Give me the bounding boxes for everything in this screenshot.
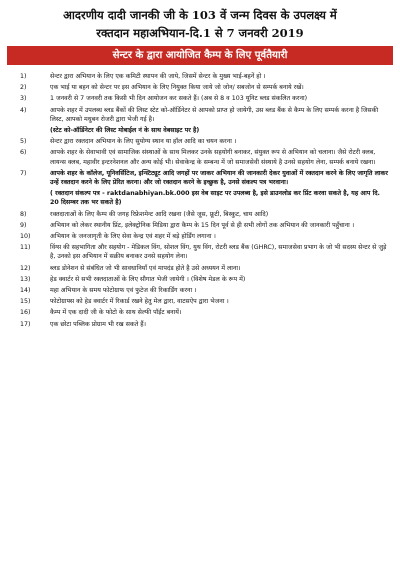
list-item-text: आपके शहर के सेवाभावी एवं सामाजिक संस्थाओं के साथ मिलकर उनके सहयोगी बनाकर, संयुक्त रूप से अभियान को चलाना। जैसे रोटरी क्लब, लायन्स क्लब, महावीर इन्टरनेशनल और अन्य कोई भी। सेवाकेन्द्र के सम्बन्ध में जो समाजसेवी संस्थाये है उनसे सहयोग लेना, सम्पर्क बनाये रखना। — [50, 149, 376, 166]
list-item-text: आपके शहर के कॉलेज, यूनिवर्सिटिज, इन्स्टिट्यूट आदि जगहों पर जाकर अभियान की जानकारी देकर युवाओं में रक्तदान करने के लिए जागृति लाकर उन्हें रक्तदान करने के लिए प्रेरित करना। और जो रक्तदान करने के इच्छुक है, उनसे संकल्प पत्र भरवाना। — [50, 169, 388, 187]
list-item — [0, 286, 400, 295]
list-item-text: आपके शहर में उपलब्ध ब्लड बैंकों की लिस्ट स्टेट को-ऑर्डिनेटर से आपको प्राप्त हो जायेगी, उस ब्लड बैंक से कैम्प के लिए सम्पर्क करना है जिसकी लिस्ट, आपको मधुबन रोजरी द्वारा भेजी गई है। — [50, 106, 379, 123]
list-item-number: 9) — [20, 221, 27, 229]
list-item-text: सेन्टर द्वारा अभियान के लिए एक कमिटी स्थापन की जाये, जिसमें सेन्टर के मुख्य भाई-बहनें हो । — [50, 73, 266, 80]
list-item-number: 17) — [20, 320, 31, 328]
list-item-number: 10) — [20, 233, 31, 241]
title-line-2: रक्तदान महाअभियान-दि.1 से 7 जनवरी 2019 — [96, 26, 304, 40]
list-item-number: 15) — [20, 298, 31, 306]
list-item — [0, 264, 400, 273]
list-note-text: (स्टेट को-ऑर्डिनेटर की लिस्ट मोबाईल नं के साथ वेबसाइट पर है) — [50, 127, 200, 135]
list-item-number: 1) — [20, 73, 27, 80]
list-item — [0, 308, 400, 317]
list-item — [0, 221, 400, 230]
list-item-number: 16) — [20, 309, 31, 317]
list-item-text: हेड क्वार्टर से सभी रक्तदाताओं के लिए सौगात भेजी जायेगी । (विशेष मेडल के रूप में) — [50, 275, 246, 283]
list-item-number: 5) — [20, 138, 27, 146]
list-note-text: ( रक्तदान संकल्प पत्र - raktdanabhiyan.bk.000 इस वेब साइट पर उपलब्ध है, इसे डाउनलोड कर प्रिंट करवा सकते है, यह आप दि. 20 दिसम्बर तक भर सकते है) — [50, 190, 380, 207]
title-line-1: आदरणीय दादी जानकी जी के 103 वें जन्म दिवस के उपलक्ष्य में — [63, 8, 337, 22]
list-item-text: अभियान को लेकर स्थानीय प्रिंट, इलेक्ट्रोनिक मिडिया द्वारा कैम्प के 15 दिन पूर्व से ही सभी लोगों तक अभियान की जानकारी पहुँचाना । — [50, 221, 355, 229]
list-item — [0, 148, 400, 166]
list-item-number: 12) — [20, 264, 31, 272]
list-item — [0, 210, 400, 219]
list-note — [0, 126, 400, 135]
list-item-text: ब्लड डोनेशन से संबंधित जो भी सावधानियाँ एवं मापदंड होते है उसे अध्ययन में लाना। — [50, 264, 241, 272]
list-item-text: विंग्स की सहभागिता और सहयोग - मेडिकल विंग, सोशल विंग, युथ विंग, रोटरी ब्लड बैंक (GHRC), समाजसेवा प्रभाग के जो भी सदस्य सेन्टर से जुड़े है, उनको इस अभियान में सक्रीय बनाकर उनसे सहयोग लेना। — [50, 244, 387, 261]
list-item — [0, 83, 400, 92]
list-item-text: 1 जनवरी से 7 जनवरी तक किसी भी दिन आयोजन कर सकते हैं। (अब से 8 व 103 यूनिट ब्लड संकलित करना) — [50, 95, 308, 103]
list-item-number: 4) — [20, 106, 27, 114]
preparation-list — [0, 72, 400, 329]
list-item-text: कैम्प में एक दादी जी के फोटो के साथ सेल्फी पॉईंट बनायें। — [50, 309, 182, 317]
list-item-number: 7) — [20, 169, 27, 177]
list-item-text: रक्तदाताओं के लिए कैम्प की जगह रिफ्रेशमेन्ट आदि रखना (जैसे जूस, फ्रूटी, बिस्कुट, चाय आदि) — [50, 210, 269, 218]
list-item-number: 2) — [20, 84, 27, 92]
list-item-text: एक छोटा पब्लिक प्रोग्राम भी रख सकते हैं। — [50, 320, 147, 328]
list-item-number: 13) — [20, 275, 31, 283]
list-item — [0, 94, 400, 103]
list-item — [0, 72, 400, 81]
list-item-text: एक भाई या बहन को सेन्टर पर इस अभियान के लिए नियुक्त किया जाये जो जोन/ सबजोन से सम्पर्क बनाये रखें। — [50, 84, 304, 92]
list-item-number: 11) — [20, 244, 31, 252]
list-item — [0, 169, 400, 187]
list-item-number: 8) — [20, 210, 27, 218]
list-item-number: 14) — [20, 287, 31, 295]
list-item-text: फोटोग्राफ्स को हेड क्वार्टर में रिकार्ड रखने हेतु मेल द्वारा, वाटसऐप द्वारा भेजना । — [50, 298, 229, 306]
list-item — [0, 106, 400, 124]
list-item — [0, 243, 400, 261]
list-item-text: सेन्टर द्वारा रक्तदान अभियान के लिए सुयोग्य स्थान या हॉल आदि का चयन करना । — [50, 138, 237, 146]
list-item — [0, 297, 400, 306]
list-item — [0, 232, 400, 241]
list-item — [0, 275, 400, 284]
list-item-text: महा अभियान के समय फोटोग्राफ एवं फुटेज की रिकार्डिंग करना । — [50, 287, 197, 295]
list-item — [0, 137, 400, 146]
document-header — [0, 0, 400, 42]
list-item-number: 3) — [20, 95, 27, 103]
list-item-text: अभियान के जनजागृती के लिए सेवा केन्द्र एवं शहर में बड़े होर्डिंग लगाना । — [50, 233, 216, 241]
list-note — [0, 189, 400, 207]
list-item-number: 6) — [20, 149, 27, 157]
list-item — [0, 320, 400, 329]
section-banner: सेन्टर के द्वारा आयोजित कैम्प के लिए पूर्वतैयारी — [7, 46, 393, 65]
